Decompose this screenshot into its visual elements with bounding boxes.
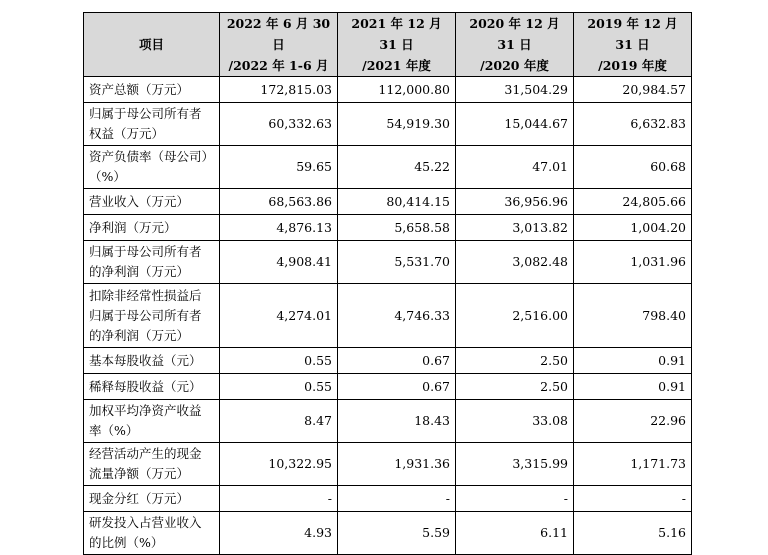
row-label-line: 加权平均净资产收益 <box>89 403 202 418</box>
financial-summary-container <box>83 12 692 555</box>
cell-value: 59.65 <box>220 146 338 189</box>
table-row <box>84 443 692 486</box>
cell-value: 798.40 <box>574 284 692 348</box>
cell-value: 4,274.01 <box>220 284 338 348</box>
table-row <box>84 215 692 241</box>
header-text: /2021 年度 <box>362 58 431 73</box>
header-period-4 <box>574 13 692 77</box>
table-row <box>84 189 692 215</box>
cell-value: 0.67 <box>338 374 456 400</box>
table-row <box>84 348 692 374</box>
cell-value: 0.91 <box>574 374 692 400</box>
row-label-line: 权益（万元） <box>89 126 165 141</box>
cell-value: 45.22 <box>338 146 456 189</box>
row-label <box>84 443 220 486</box>
cell-value: 4,876.13 <box>220 215 338 241</box>
cell-value: 2,516.00 <box>456 284 574 348</box>
cell-value: 4.93 <box>220 512 338 555</box>
cell-value: - <box>220 486 338 512</box>
cell-value: 2.50 <box>456 374 574 400</box>
row-label-line: 研发投入占营业收入 <box>89 515 202 530</box>
header-period-1 <box>220 13 338 77</box>
row-label <box>84 215 220 241</box>
table-header-row <box>84 13 692 77</box>
row-label-line: 的比例（%） <box>89 535 164 550</box>
table-row <box>84 284 692 348</box>
cell-value: 31,504.29 <box>456 77 574 103</box>
cell-value: - <box>338 486 456 512</box>
row-label <box>84 284 220 348</box>
cell-value: 4,908.41 <box>220 241 338 284</box>
table-row <box>84 512 692 555</box>
row-label <box>84 374 220 400</box>
cell-value: 0.67 <box>338 348 456 374</box>
row-label-line: 营业收入（万元） <box>89 193 190 209</box>
row-label-line: 率（%） <box>89 423 139 438</box>
row-label-line: 资产负债率（母公司） <box>89 149 215 164</box>
row-label-line: 经营活动产生的现金 <box>89 446 202 461</box>
header-text: /2019 年度 <box>598 58 667 73</box>
row-label-line: 稀释每股收益（元） <box>89 378 202 394</box>
table-row <box>84 374 692 400</box>
row-label-line: 扣除非经常性损益后 <box>89 287 202 303</box>
row-label <box>84 348 220 374</box>
table-row <box>84 77 692 103</box>
cell-value: 47.01 <box>456 146 574 189</box>
row-label <box>84 189 220 215</box>
table-row <box>84 103 692 146</box>
row-label <box>84 512 220 555</box>
header-text: 2019 年 12 月 31 日 <box>587 16 678 52</box>
header-text: /2020 年度 <box>480 58 549 73</box>
table-row <box>84 146 692 189</box>
cell-value: 0.55 <box>220 374 338 400</box>
header-text: 2021 年 12 月 31 日 <box>351 16 442 52</box>
cell-value: 6.11 <box>456 512 574 555</box>
table-body <box>84 77 692 555</box>
row-label-line: 的净利润（万元） <box>89 264 190 279</box>
cell-value: 36,956.96 <box>456 189 574 215</box>
row-label-line: 归属于母公司所有者 <box>89 307 202 323</box>
row-label <box>84 77 220 103</box>
cell-value: 2.50 <box>456 348 574 374</box>
header-text: 2020 年 12 月 31 日 <box>469 16 560 52</box>
cell-value: - <box>574 486 692 512</box>
header-text: 项目 <box>138 37 164 52</box>
cell-value: 112,000.80 <box>338 77 456 103</box>
cell-value: 8.47 <box>220 400 338 443</box>
row-label-line: （%） <box>89 169 126 184</box>
cell-value: 3,082.48 <box>456 241 574 284</box>
row-label <box>84 103 220 146</box>
cell-value: 0.91 <box>574 348 692 374</box>
row-label-line: 归属于母公司所有者 <box>89 244 202 259</box>
cell-value: 60.68 <box>574 146 692 189</box>
cell-value: 22.96 <box>574 400 692 443</box>
cell-value: 80,414.15 <box>338 189 456 215</box>
cell-value: 54,919.30 <box>338 103 456 146</box>
row-label <box>84 486 220 512</box>
cell-value: 18.43 <box>338 400 456 443</box>
header-text: /2022 年 1-6 月 <box>228 58 329 73</box>
row-label-line: 资产总额（万元） <box>89 81 190 97</box>
row-label-line: 的净利润（万元） <box>89 327 190 343</box>
header-period-2 <box>338 13 456 77</box>
row-label-line: 流量净额（万元） <box>89 466 190 481</box>
cell-value: 10,322.95 <box>220 443 338 486</box>
cell-value: 1,931.36 <box>338 443 456 486</box>
cell-value: 1,031.96 <box>574 241 692 284</box>
cell-value: - <box>456 486 574 512</box>
cell-value: 20,984.57 <box>574 77 692 103</box>
cell-value: 3,013.82 <box>456 215 574 241</box>
cell-value: 0.55 <box>220 348 338 374</box>
header-period-3 <box>456 13 574 77</box>
cell-value: 15,044.67 <box>456 103 574 146</box>
cell-value: 4,746.33 <box>338 284 456 348</box>
table-row <box>84 241 692 284</box>
cell-value: 3,315.99 <box>456 443 574 486</box>
cell-value: 1,004.20 <box>574 215 692 241</box>
cell-value: 5,531.70 <box>338 241 456 284</box>
cell-value: 68,563.86 <box>220 189 338 215</box>
table-row <box>84 400 692 443</box>
table-row <box>84 486 692 512</box>
header-text: 2022 年 6 月 30 日 <box>226 16 331 52</box>
row-label-line: 净利润（万元） <box>89 219 177 235</box>
cell-value: 1,171.73 <box>574 443 692 486</box>
cell-value: 6,632.83 <box>574 103 692 146</box>
row-label-line: 现金分红（万元） <box>89 490 190 506</box>
cell-value: 172,815.03 <box>220 77 338 103</box>
row-label <box>84 146 220 189</box>
cell-value: 60,332.63 <box>220 103 338 146</box>
header-item <box>84 13 220 77</box>
row-label <box>84 400 220 443</box>
cell-value: 33.08 <box>456 400 574 443</box>
cell-value: 5.59 <box>338 512 456 555</box>
financial-summary-table <box>83 12 692 555</box>
row-label <box>84 241 220 284</box>
cell-value: 5.16 <box>574 512 692 555</box>
row-label-line: 基本每股收益（元） <box>89 352 202 368</box>
row-label-line: 归属于母公司所有者 <box>89 106 202 121</box>
cell-value: 24,805.66 <box>574 189 692 215</box>
cell-value: 5,658.58 <box>338 215 456 241</box>
